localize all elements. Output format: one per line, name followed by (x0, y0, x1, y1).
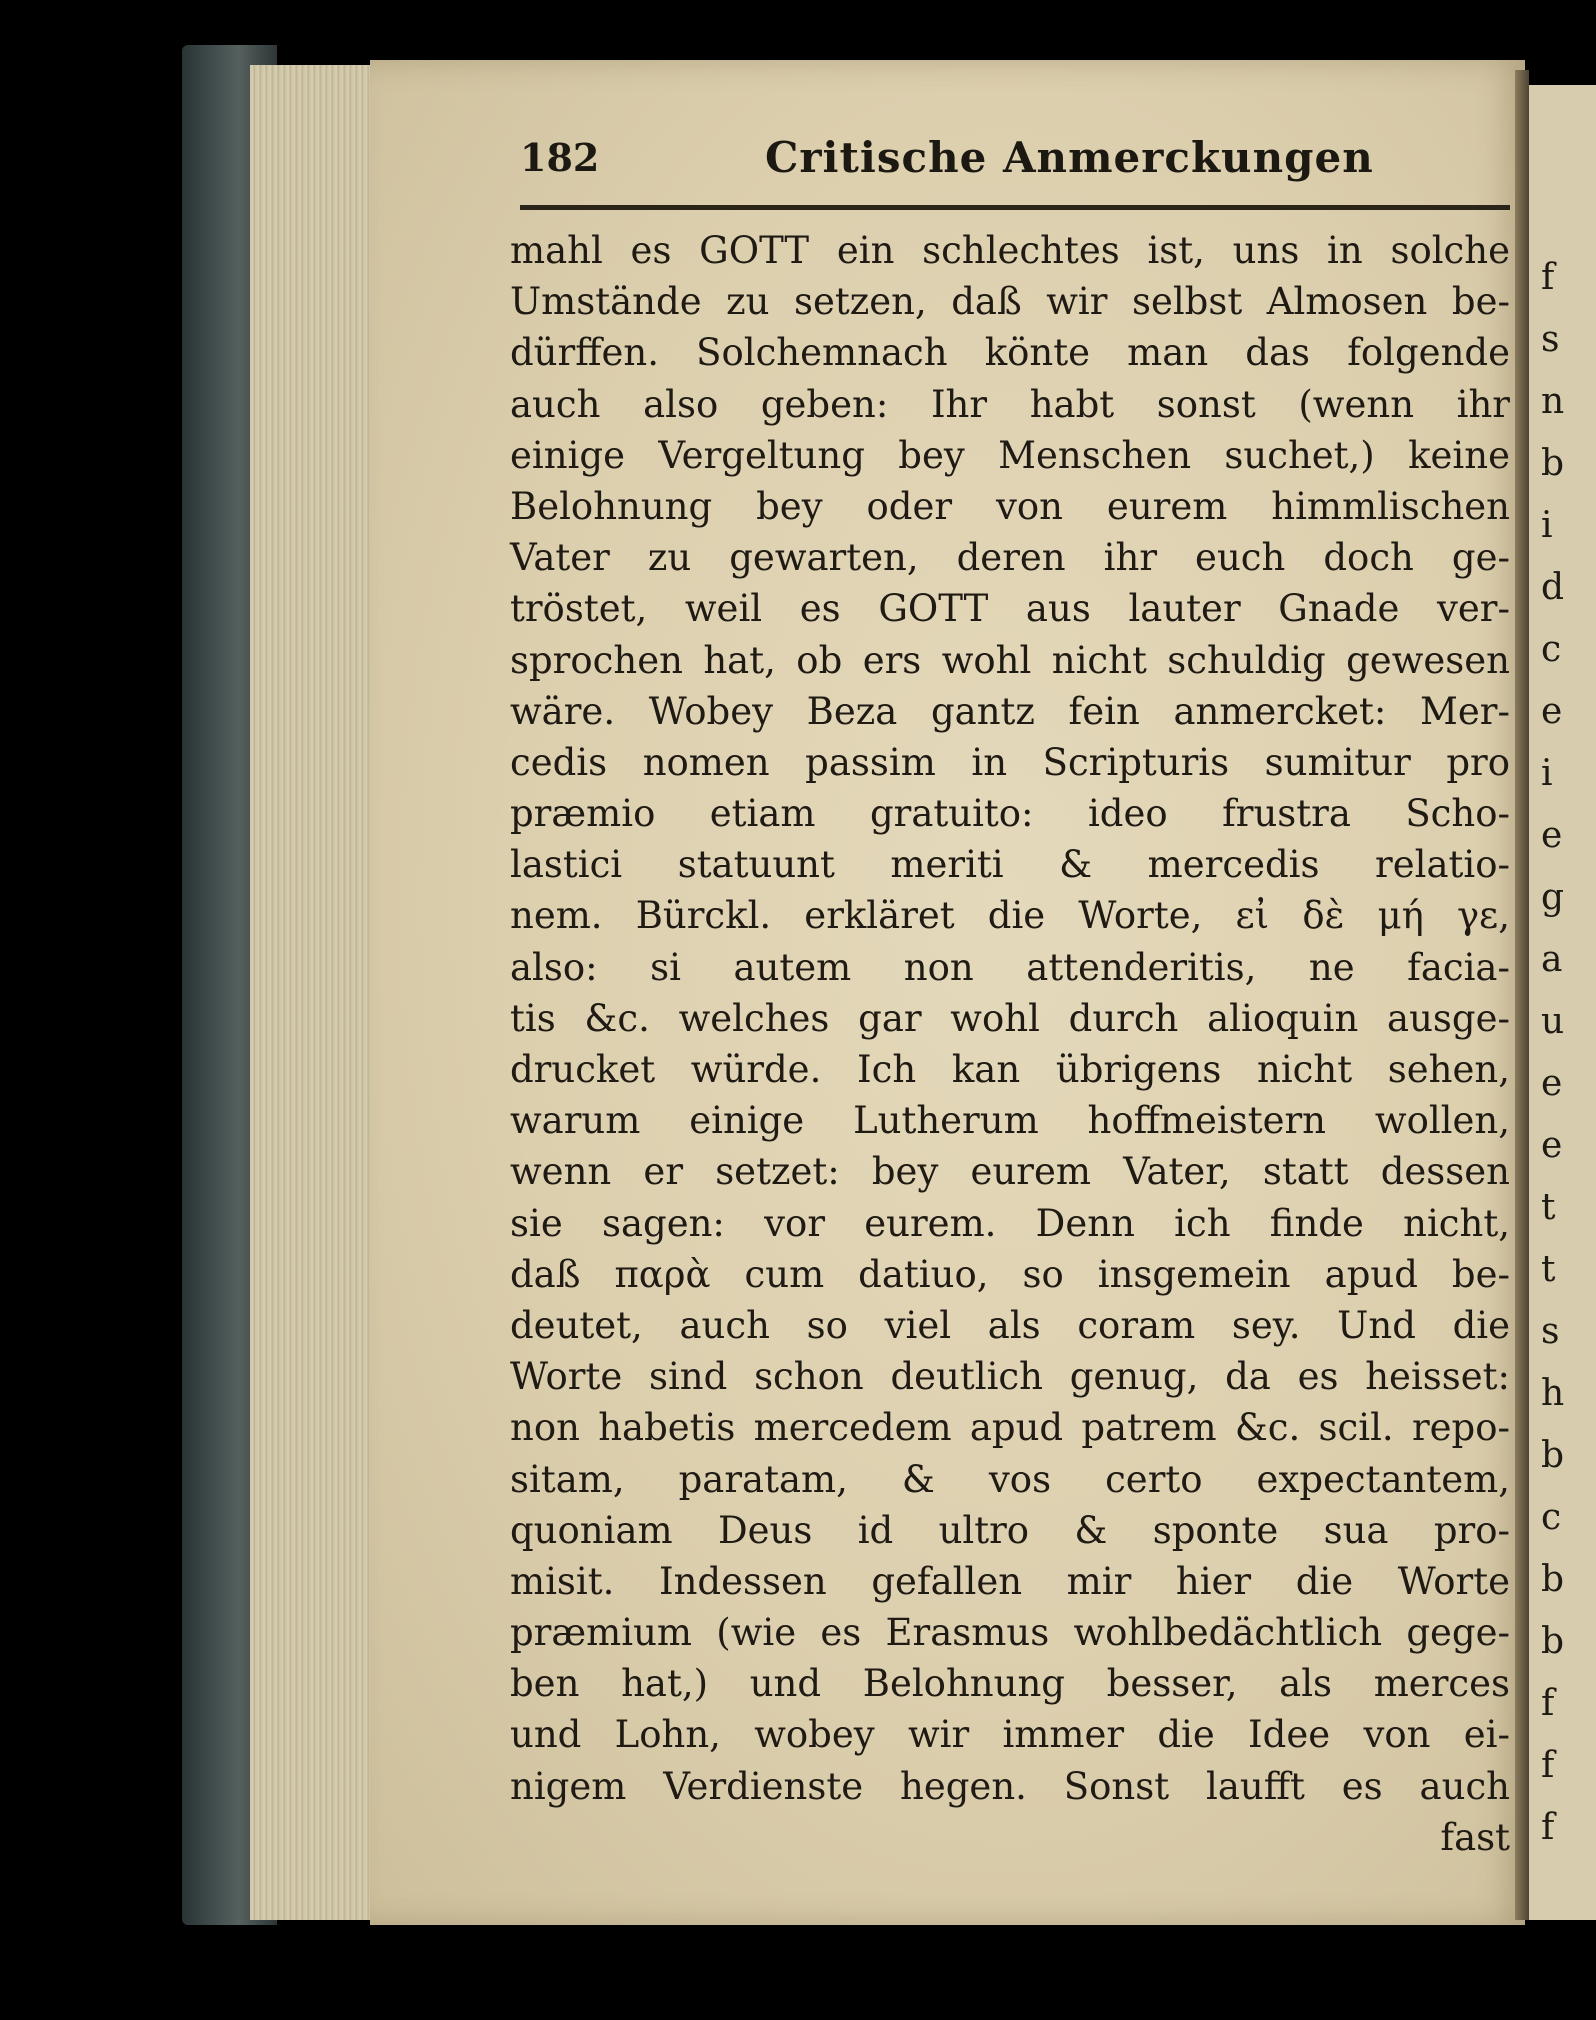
facing-page-fragment: e (1541, 1125, 1563, 1166)
page-title: Critische Anmerckungen (765, 133, 1374, 182)
facing-page-fragment: e (1541, 691, 1563, 732)
text-line: wenn er setzet: bey eurem Vater, statt dessen (510, 1150, 1510, 1194)
text-line: deutet, auch so viel als coram sey. Und die (510, 1303, 1510, 1347)
facing-page-fragment: d (1541, 567, 1565, 608)
facing-page-fragment: f (1541, 1745, 1555, 1786)
facing-page-fragment: b (1541, 1621, 1565, 1662)
text-line: dürffen. Solchemnach könte man das folgende (510, 331, 1510, 375)
facing-page-fragment: t (1541, 1187, 1556, 1228)
facing-page-fragment: b (1541, 1435, 1565, 1476)
text-line: auch also geben: Ihr habt sonst (wenn ihr (510, 382, 1510, 426)
facing-page-fragment: u (1541, 1001, 1565, 1042)
text-line: sie sagen: vor eurem. Denn ich finde nicht, (510, 1201, 1510, 1245)
facing-page-fragment: b (1541, 443, 1565, 484)
page-stack-edge (250, 65, 380, 1920)
facing-page-fragment: i (1541, 753, 1553, 794)
facing-page-fragment: t (1541, 1249, 1556, 1290)
text-line: tis &c. welches gar wohl durch alioquin ausge- (510, 996, 1510, 1040)
facing-page-fragment: b (1541, 1559, 1565, 1600)
text-line: non habetis mercedem apud patrem &c. scil. repo- (510, 1406, 1510, 1450)
facing-page-fragment: s (1541, 1311, 1560, 1352)
text-line: Worte sind schon deutlich genug, da es heisset: (510, 1355, 1510, 1399)
text-line: warum einige Lutherum hoffmeistern wollen, (510, 1099, 1510, 1143)
text-line: drucket würde. Ich kan übrigens nicht sehen, (510, 1048, 1510, 1091)
facing-page-fragment: n (1541, 381, 1565, 422)
facing-page-fragment: s (1541, 319, 1560, 360)
catchword: fast (1440, 1815, 1510, 1859)
facing-page-fragment: c (1541, 629, 1562, 670)
header-rule (520, 205, 1510, 210)
page-number: 182 (520, 135, 600, 180)
text-line: præmio etiam gratuito: ideo frustra Scho- (510, 792, 1510, 836)
text-line: Vater zu gewarten, deren ihr euch doch ge- (510, 536, 1510, 580)
book-gutter (1515, 70, 1529, 1920)
facing-page-fragment: e (1541, 1063, 1563, 1104)
text-line: sitam, paratam, & vos certo expectantem, (510, 1457, 1510, 1501)
text-line: sprochen hat, ob ers wohl nicht schuldig gewesen (510, 638, 1510, 682)
text-line: nem. Bürckl. erkläret die Worte, εἰ δὲ μή γε, (510, 894, 1510, 938)
text-line: Umstände zu setzen, daß wir selbst Almosen be- (510, 280, 1510, 324)
text-line: tröstet, weil es GOTT aus lauter Gnade ver- (510, 587, 1510, 631)
facing-page-fragment: f (1541, 1807, 1555, 1848)
text-line: præmium (wie es Erasmus wohlbedächtlich gege- (510, 1611, 1510, 1655)
facing-page-fragment: g (1541, 877, 1565, 918)
running-head (520, 135, 1510, 195)
text-line: lastici statuunt meriti & mercedis relatio- (510, 843, 1510, 887)
text-line: und Lohn, wobey wir immer die Idee von ei- (510, 1713, 1510, 1757)
text-line: cedis nomen passim in Scripturis sumitur pro (510, 740, 1510, 784)
text-line: Belohnung bey oder von eurem himmlischen (510, 484, 1510, 528)
facing-page-fragment: a (1541, 939, 1563, 980)
text-line: misit. Indessen gefallen mir hier die Worte (510, 1559, 1510, 1603)
facing-page-fragment: f (1541, 257, 1555, 298)
facing-page (1529, 85, 1596, 1920)
text-line: ben hat,) und Belohnung besser, als merces (510, 1662, 1510, 1706)
body-text (510, 225, 1510, 1863)
text-line: nigem Verdienste hegen. Sonst laufft es auch (510, 1764, 1510, 1808)
text-line: quoniam Deus id ultro & sponte sua pro- (510, 1508, 1510, 1552)
facing-page-fragment: c (1541, 1497, 1562, 1538)
text-line: daß παρὰ cum datiuo, so insgemein apud be- (510, 1252, 1510, 1296)
text-line: wäre. Wobey Beza gantz fein anmercket: Mer- (510, 689, 1510, 733)
facing-page-fragment: h (1541, 1373, 1565, 1414)
text-line: mahl es GOTT ein schlechtes ist, uns in solche (510, 229, 1510, 272)
text-line: einige Vergeltung bey Menschen suchet,) keine (510, 433, 1510, 477)
text-line: also: si autem non attenderitis, ne facia- (510, 945, 1510, 989)
facing-page-fragment: f (1541, 1683, 1555, 1724)
facing-page-fragment: i (1541, 505, 1553, 546)
facing-page-fragment: e (1541, 815, 1563, 856)
